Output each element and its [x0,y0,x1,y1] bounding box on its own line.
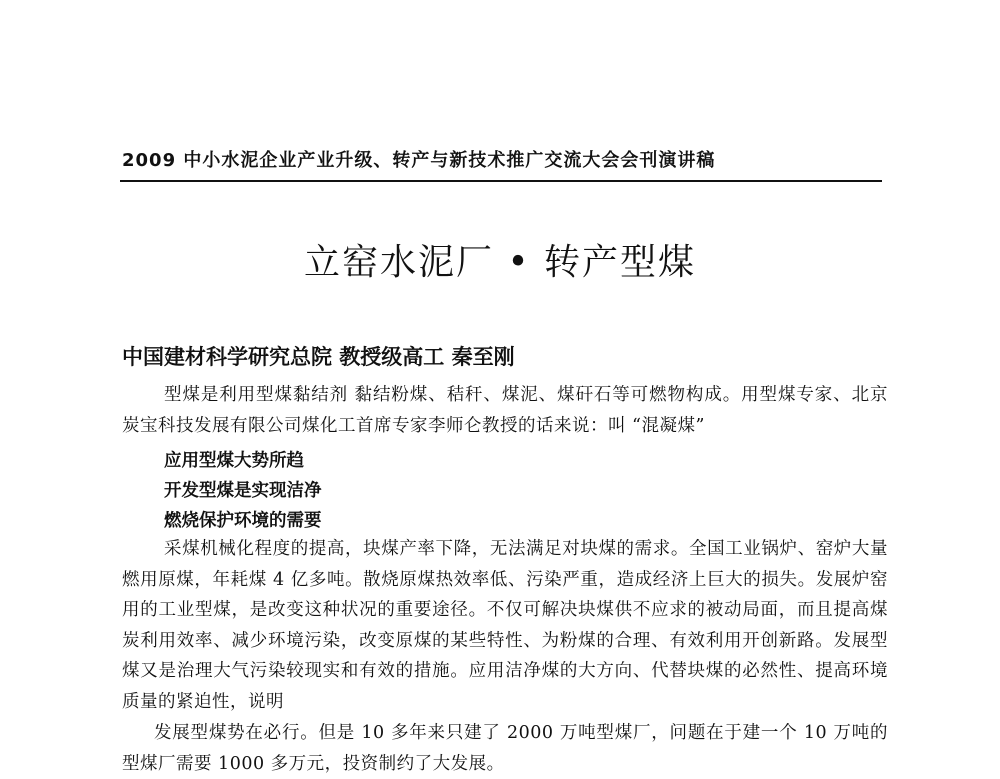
article-title: 立窑水泥厂 • 转产型煤 [303,242,697,283]
paragraph-intro: 型煤是利用型煤黏结剂 黏结粉煤、秸秆、煤泥、煤矸石等可燃物构成。用型煤专家、北京炭宝科技发展有限公司煤化工首席专家李师仑教授的话来说：叫 “混凝煤” [122,385,888,436]
running-head: 2009 中小水泥企业产业升级、转产与新技术推广交流大会会刊演讲稿 [122,150,716,171]
subhead-2: 开发型煤是实现洁净 [164,481,322,501]
paragraph-body: 采煤机械化程度的提高，块煤产率下降，无法满足对块煤的需求。全国工业锅炉、窑炉大量燃用原煤，年耗煤 4 亿多吨。散烧原煤热效率低、污染严重，造成经济上巨大的损失。发展炉窑用的工业型煤，是改变这种状况的重要途径。不仅可解决块煤供不应求的被动局面，而且提高煤炭利用效率、减少环境污染，改变原煤的某些特性、为粉煤的合理、有效利用开创新路。发展型煤又是治理大气污染较现实和有效的措施。应用洁净煤的大方向、代替块煤的必然性、提高环境质量的紧迫性，说明 [122,539,888,712]
header-rule [120,180,882,182]
subhead-1: 应用型煤大势所趋 [164,451,304,471]
author-line: 中国建材科学研究总院 教授级高工 秦至刚 [122,345,515,369]
subhead-3: 燃烧保护环境的需要 [164,511,322,531]
paragraph-conclusion: 发展型煤势在必行。但是 10 多年来只建了 2000 万吨型煤厂，问题在于建一个 10 万吨的型煤厂需要 1000 多万元，投资制约了大发展。 [122,723,888,774]
